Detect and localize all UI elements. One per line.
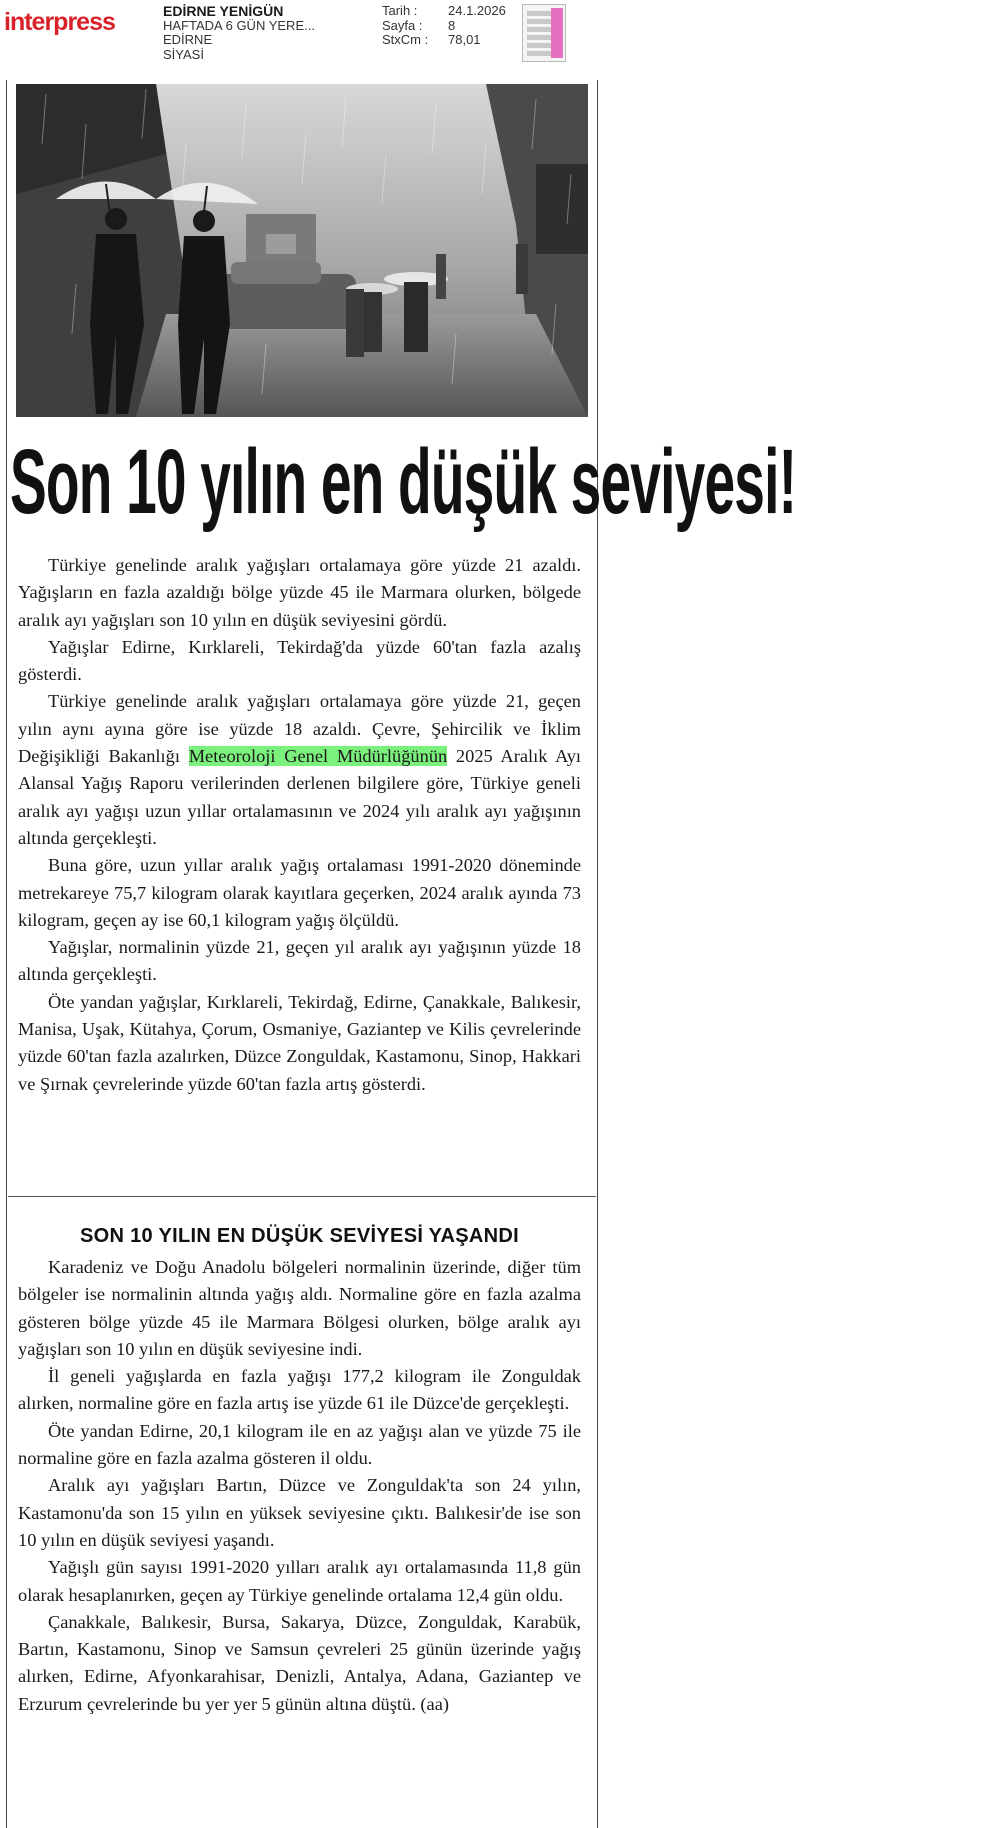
article-body-part-2: [18, 1225, 581, 1718]
clipping-meta: [382, 4, 506, 48]
page-thumbnail[interactable]: [522, 4, 566, 62]
publication-frequency: HAFTADA 6 GÜN YERE...: [163, 17, 315, 33]
meta-label: Sayfa :: [382, 17, 423, 33]
meta-row-page: [382, 19, 506, 34]
section-subheading: SON 10 YILIN EN DÜŞÜK SEVİYESİ YAŞANDI: [80, 1225, 519, 1247]
paragraph: Yağışlı gün sayısı 1991-2020 yılları aralık ayı ortalamasında 11,8 gün olarak hesaplanırken, geçen ay Türkiye genelinde ortalama 12,4 gün oldu.: [18, 1557, 581, 1605]
meta-value: 8: [448, 17, 456, 33]
meta-row-date: [382, 4, 506, 19]
section-divider: [8, 1196, 596, 1197]
paragraph-text: 2025 Aralık Ayı Alansal Yağış Raporu verilerinden derlenen bilgilere göre, Türkiye geneli aralık ayı yağışı uzun yıllar ortalamasının ve 2024 yılı aralık ayı yağışının altında gerçekleşti.: [18, 746, 582, 848]
article-body-part-1: [18, 552, 581, 1098]
article-photo: [16, 84, 588, 417]
meta-value: 24.1.2026: [448, 3, 506, 18]
paragraph: Öte yandan Edirne, 20,1 kilogram ile en az yağışı alan ve yüzde 75 ile normaline göre en fazla azalma gösteren il oldu.: [18, 1420, 581, 1469]
paragraph: Aralık ayı yağışları Bartın, Düzce ve Zonguldak'ta son 24 yılın, Kastamonu'da son 15 yılın en yüksek seviyesine çıktı. Balıkesir'de ise son 10 yılın en düşük seviyesi yaşandı.: [18, 1475, 581, 1550]
paragraph: Yağışlar, normalinin yüzde 21, geçen yıl aralık ayı yağışının yüzde 18 altında gerçekleşti.: [18, 937, 581, 985]
meta-row-stxcm: [382, 33, 506, 48]
interpress-logo: interpress: [4, 8, 115, 36]
paragraph: Karadeniz ve Doğu Anadolu bölgeleri normalinin üzerinde, diğer tüm bölgeler ise normalinin altında yağış aldı. Normaline göre en fazla azalma gösteren bölge yüzde 45 ile Marmara Bölgesi olurken, bölge aralık ayı yağışları son 10 yılın en düşük seviyesine indi.: [18, 1257, 581, 1359]
headline-text: Son 10 yılın en düşük seviyesi!: [10, 430, 797, 534]
paragraph: Türkiye genelinde aralık yağışları ortalamaya göre yüzde 21 azaldı. Yağışların en fazla azaldığı bölge yüzde 45 ile Marmara olurken, bölgede aralık ayı yağışları son 10 yılın en düşük seviyesini gördü.: [18, 555, 581, 630]
article-headline: [10, 428, 797, 538]
paragraph: Öte yandan yağışlar, Kırklareli, Tekirdağ, Edirne, Çanakkale, Balıkesir, Manisa, Uşak, Kütahya, Çorum, Osmaniye, Gaziantep ve Kilis çevrelerinde yüzde 60'tan fazla azalırken, Düzce Zonguldak, Kastamonu, Sinop, Hakkari ve Şırnak çevrelerinde yüzde 60'tan fazla artış gösterdi.: [18, 991, 581, 1094]
paragraph-text: Türkiye genelinde aralık yağışları ortalamaya göre yüzde 21, geçen yılın aynı ayına göre ise yüzde 18 azaldı. Çevre, Şehircilik ve İklim Değişikliği Bakanlığı: [18, 691, 581, 767]
paragraph: İl geneli yağışlarda en fazla yağışı 177,2 kilogram ile Zonguldak alırken, normaline göre en fazla artış ise yüzde 61 ile Düzce'de gerçekleşti.: [18, 1366, 581, 1414]
paragraph: Yağışlar Edirne, Kırklareli, Tekirdağ'da yüzde 60'tan fazla azalış gösterdi.: [18, 636, 581, 685]
paragraph: Çanakkale, Balıkesir, Bursa, Sakarya, Düzce, Zonguldak, Karabük, Bartın, Kastamonu, Sinop ve Samsun çevreleri 25 günün üzerinde yağış alırken, Edirne, Afyonkarahisar, Denizli, Antalya, Adana, Gaziantep ve Erzurum çevrelerinde bu yer yer 5 günün altına düştü. (aa): [18, 1611, 581, 1714]
meta-label: Tarih :: [382, 3, 418, 18]
meta-label: StxCm :: [382, 32, 429, 47]
publication-city: EDİRNE: [163, 32, 213, 47]
paragraph: Buna göre, uzun yıllar aralık yağış ortalaması 1991-2020 döneminde metrekareye 75,7 kilogram olarak kayıtlara geçerken, 2024 aralık ayında 73 kilogram, geçen ay ise 60,1 kilogram yağış ölçüldü.: [18, 855, 581, 930]
paragraph: [18, 688, 581, 852]
meta-value: 78,01: [448, 32, 481, 47]
publication-name: EDİRNE YENİGÜN: [163, 3, 284, 19]
thumbnail-highlight-marker: [551, 8, 563, 58]
publication-section: SİYASİ: [163, 46, 204, 62]
highlighted-keyword: Meteoroloji Genel Müdürlüğünün: [188, 746, 448, 767]
publication-info: [163, 4, 315, 62]
clipping-header: [0, 0, 608, 68]
